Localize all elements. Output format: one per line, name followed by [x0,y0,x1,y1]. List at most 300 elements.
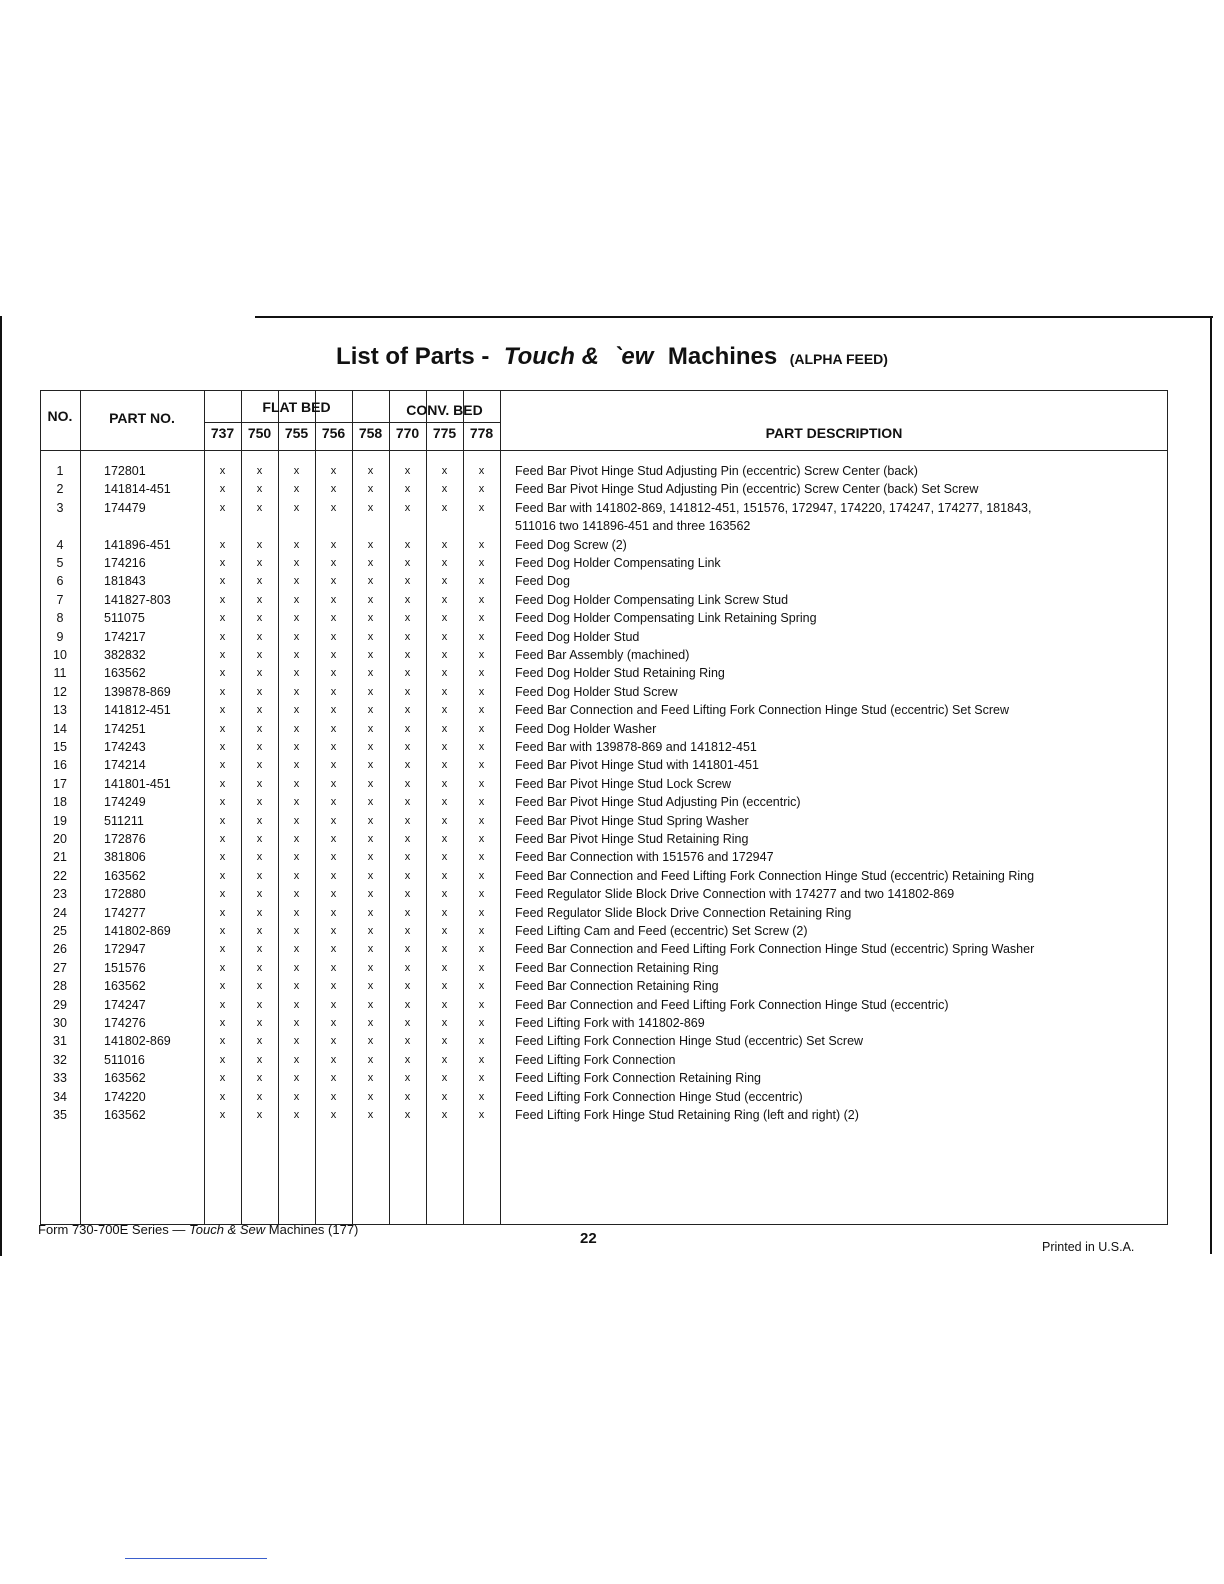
model-mark: x [404,1035,411,1048]
model-mark: x [219,483,226,496]
model-mark: x [478,1109,485,1121]
model-mark: x [478,888,485,901]
header-model: 758 [358,425,383,441]
model-mark: x [219,759,226,772]
model-mark: x [330,998,337,1011]
model-mark: x [256,685,263,698]
model-mark: x [293,961,300,974]
model-mark: x [441,667,448,680]
table-row [40,646,1168,664]
row-number: 13 [53,703,67,718]
model-mark: x [256,980,263,993]
part-description: Feed Bar Connection Retaining Ring [515,960,719,975]
table-row [40,1032,1168,1050]
model-mark: x [478,722,485,735]
model-mark: x [441,777,448,790]
part-description: Feed Bar Pivot Hinge Stud Lock Screw [515,776,732,791]
model-mark: x [219,906,226,919]
model-mark: x [256,869,263,882]
model-mark: x [441,483,448,496]
model-mark: x [441,906,448,919]
model-mark: x [478,575,485,588]
model-mark: x [219,722,226,735]
model-mark: x [367,906,374,919]
header-model: 755 [284,425,309,441]
model-mark: x [219,869,226,882]
part-number: 141801-451 [104,776,171,791]
model-mark: x [441,630,448,643]
part-description: Feed Lifting Fork Hinge Stud Retaining Ring (left and right) (2) [515,1108,859,1122]
model-mark: x [478,833,485,845]
model-mark: x [367,630,374,643]
model-mark: x [256,465,263,477]
model-mark: x [441,759,448,772]
part-number: 163562 [104,1071,146,1086]
part-number: 174220 [104,1089,146,1104]
part-description: Feed Lifting Fork Connection Retaining Ring [515,1071,761,1086]
part-description: Feed Bar with 139878-869 and 141812-451 [515,740,757,754]
model-mark: x [219,980,226,993]
model-mark: x [293,796,300,809]
row-number: 11 [53,666,67,681]
model-mark: x [256,759,263,772]
model-mark: x [441,557,448,569]
model-mark: x [478,685,485,698]
model-mark: x [330,796,337,809]
model-mark: x [367,557,374,569]
table-row [40,1014,1168,1032]
table-row [40,904,1168,922]
model-mark: x [441,943,448,956]
part-number: 174216 [104,556,146,570]
row-number: 22 [53,868,67,883]
row-number: 17 [53,776,67,791]
part-number: 174276 [104,1016,146,1030]
model-mark: x [256,777,263,790]
model-mark: x [478,1035,485,1048]
model-mark: x [478,796,485,809]
row-number: 32 [53,1052,67,1067]
model-mark: x [367,851,374,864]
table-row [40,940,1168,958]
model-mark: x [293,612,300,625]
part-number: 174214 [104,758,146,773]
model-mark: x [330,851,337,864]
model-mark: x [478,906,485,919]
footer-printed: Printed in U.S.A. [1042,1240,1135,1254]
header-no: NO. [47,408,73,424]
part-description: Feed Bar Connection and Feed Lifting Fork Connection Hinge Stud (eccentric) Retaining Ring [515,868,1035,883]
part-description: Feed Dog Holder Compensating Link Retaining Spring [515,611,817,626]
table-row [40,609,1168,627]
model-mark: x [293,575,300,588]
part-number: 511016 [104,1052,145,1067]
model-mark: x [256,833,263,845]
header-model: 770 [395,425,420,441]
model-mark: x [219,998,226,1011]
model-mark: x [367,612,374,625]
part-number: 141896-451 [104,537,171,552]
model-mark: x [441,465,448,477]
model-mark: x [219,796,226,809]
model-mark: x [404,943,411,956]
model-mark: x [293,593,300,606]
model-mark: x [404,722,411,735]
part-number: 511075 [104,611,145,626]
model-mark: x [478,1053,485,1066]
part-description: Feed Dog Holder Compensating Link [515,556,721,570]
part-number: 174217 [104,629,146,644]
model-mark: x [404,1072,411,1085]
row-number: 25 [53,924,67,938]
model-mark: x [367,483,374,496]
model-mark: x [330,1072,337,1085]
row-number: 4 [56,537,64,552]
row-number: 26 [53,942,67,957]
part-number: 141814-451 [104,482,171,497]
table-row [40,572,1168,590]
table-row [40,885,1168,903]
header-conv-bed: CONV. BED [406,402,483,418]
model-mark: x [293,704,300,717]
model-mark: x [219,833,226,845]
model-mark: x [293,833,300,845]
part-number: 141827-803 [104,592,171,607]
part-number: 163562 [104,1108,146,1122]
model-mark: x [367,685,374,698]
model-mark: x [478,649,485,661]
model-mark: x [256,1053,263,1066]
model-mark: x [219,943,226,956]
model-mark: x [367,869,374,882]
model-mark: x [404,833,411,845]
model-mark: x [404,667,411,680]
model-mark: x [219,685,226,698]
model-mark: x [256,575,263,588]
row-number: 30 [53,1016,67,1030]
model-mark: x [330,1017,337,1029]
model-mark: x [478,814,485,827]
model-mark: x [293,483,300,496]
part-description: Feed Bar Pivot Hinge Stud Adjusting Pin (eccentric) Screw Center (back) Set Screw [515,482,979,497]
model-mark: x [441,869,448,882]
model-mark: x [293,557,300,569]
model-mark: x [219,741,226,753]
model-mark: x [256,888,263,901]
model-mark: x [293,980,300,993]
model-mark: x [293,759,300,772]
row-number: 21 [53,850,67,865]
part-description: Feed Regulator Slide Block Drive Connection with 174277 and two 141802-869 [515,887,955,902]
model-mark: x [293,685,300,698]
part-number: 151576 [104,960,146,975]
part-number: 141812-451 [104,703,171,718]
model-mark: x [367,538,374,551]
model-mark: x [330,777,337,790]
table-row [40,977,1168,995]
model-mark: x [256,1090,263,1103]
row-number: 19 [53,813,67,828]
model-mark: x [478,980,485,993]
model-mark: x [219,851,226,864]
model-mark: x [478,777,485,790]
model-mark: x [404,869,411,882]
part-number: 382832 [104,648,146,662]
model-mark: x [219,1090,226,1103]
model-mark: x [478,851,485,864]
model-mark: x [441,796,448,809]
model-mark: x [404,1053,411,1066]
model-mark: x [293,722,300,735]
model-mark: x [441,925,448,937]
model-mark: x [256,1109,263,1121]
row-number: 8 [56,611,64,626]
model-mark: x [367,1090,374,1103]
table-row [40,499,1168,533]
model-mark: x [404,888,411,901]
header-bottom-rule [40,450,1168,451]
model-mark: x [219,593,226,606]
part-number: 174249 [104,795,146,810]
part-number: 163562 [104,868,146,883]
table-row [40,738,1168,756]
model-mark: x [219,777,226,790]
model-mark: x [404,575,411,588]
model-mark: x [330,961,337,974]
model-mark: x [367,667,374,680]
model-mark: x [367,1035,374,1048]
model-mark: x [367,1053,374,1066]
model-mark: x [367,704,374,717]
model-mark: x [478,1017,485,1029]
model-mark: x [219,925,226,937]
part-description: Feed Bar Connection with 151576 and 172947 [515,850,774,865]
model-mark: x [330,1090,337,1103]
model-mark: x [330,649,337,661]
model-mark: x [441,814,448,827]
model-mark: x [330,741,337,753]
part-description: Feed Dog Screw (2) [515,537,627,552]
model-mark: x [478,557,485,569]
row-number: 16 [53,758,67,773]
model-mark: x [478,667,485,680]
model-mark: x [404,649,411,661]
model-mark: x [441,1053,448,1066]
header-model: 778 [469,425,494,441]
model-mark: x [367,465,374,477]
model-mark: x [330,925,337,937]
part-number: 174243 [104,740,146,754]
table-row [40,756,1168,774]
model-mark: x [404,741,411,753]
model-mark: x [330,833,337,845]
model-mark: x [256,612,263,625]
row-number: 29 [53,997,67,1012]
model-mark: x [256,741,263,753]
part-number: 172801 [104,464,146,478]
model-mark: x [219,501,226,514]
table-row [40,1106,1168,1124]
model-mark: x [256,722,263,735]
model-mark: x [478,943,485,956]
part-description: Feed Dog Holder Stud Screw [515,684,678,699]
row-number: 23 [53,887,67,902]
model-mark: x [330,1035,337,1048]
model-mark: x [256,649,263,661]
row-number: 7 [56,592,64,607]
model-mark: x [293,465,300,477]
model-mark: x [219,667,226,680]
model-mark: x [478,704,485,717]
model-mark: x [293,1053,300,1066]
table-row [40,701,1168,719]
model-mark: x [330,704,337,717]
model-mark: x [478,1090,485,1103]
model-mark: x [404,796,411,809]
model-mark: x [293,1109,300,1121]
model-mark: x [367,943,374,956]
model-mark: x [367,796,374,809]
model-mark: x [330,575,337,588]
part-description: Feed Bar Connection and Feed Lifting Fork Connection Hinge Stud (eccentric) [515,997,949,1012]
model-mark: x [404,612,411,625]
table-row [40,867,1168,885]
row-number: 20 [53,832,67,846]
model-mark: x [256,557,263,569]
table-row [40,996,1168,1014]
model-mark: x [256,943,263,956]
model-mark: x [256,1017,263,1029]
header-model: 756 [321,425,346,441]
model-mark: x [293,998,300,1011]
model-mark: x [367,1072,374,1085]
model-mark: x [441,961,448,974]
model-mark: x [293,943,300,956]
table-row [40,683,1168,701]
model-mark: x [441,1109,448,1121]
model-mark: x [219,1053,226,1066]
model-mark: x [367,575,374,588]
model-mark: x [404,630,411,643]
part-description: Feed Bar Pivot Hinge Stud Spring Washer [515,813,749,828]
table-row [40,664,1168,682]
row-number: 35 [53,1108,67,1122]
model-mark: x [293,1072,300,1085]
row-number: 6 [56,574,64,589]
model-mark: x [441,1035,448,1048]
table-row [40,922,1168,940]
part-description: Feed Bar Pivot Hinge Stud Adjusting Pin (eccentric) Screw Center (back) [515,464,918,478]
model-mark: x [293,741,300,753]
model-mark: x [441,538,448,551]
model-mark: x [330,906,337,919]
model-mark: x [478,961,485,974]
model-mark: x [367,777,374,790]
model-mark: x [478,1072,485,1085]
part-number: 139878-869 [104,684,171,699]
model-mark: x [441,980,448,993]
model-mark: x [256,961,263,974]
table-row [40,462,1168,480]
model-mark: x [330,593,337,606]
model-mark: x [404,465,411,477]
model-mark: x [441,575,448,588]
part-description: Feed Bar Pivot Hinge Stud Adjusting Pin (eccentric) [515,795,801,810]
model-mark: x [330,869,337,882]
table-row [40,793,1168,811]
model-mark: x [404,538,411,551]
header-model: 737 [210,425,235,441]
model-mark: x [441,1072,448,1085]
model-mark: x [478,759,485,772]
model-mark: x [367,998,374,1011]
part-number: 172876 [104,832,146,846]
model-mark: x [441,722,448,735]
model-mark: x [441,741,448,753]
header-group-rule [204,422,500,423]
model-mark: x [330,685,337,698]
model-mark: x [441,593,448,606]
row-number: 33 [53,1071,67,1086]
row-number: 31 [53,1034,67,1049]
model-mark: x [478,869,485,882]
table-row [40,591,1168,609]
row-number: 24 [53,905,67,920]
model-mark: x [256,925,263,937]
model-mark: x [293,1090,300,1103]
part-description: Feed Lifting Fork Connection [515,1052,676,1067]
model-mark: x [256,483,263,496]
model-mark: x [367,1017,374,1029]
page-number: 22 [580,1230,597,1247]
model-mark: x [256,998,263,1011]
model-mark: x [441,685,448,698]
model-mark: x [367,722,374,735]
model-mark: x [404,980,411,993]
model-mark: x [293,1035,300,1048]
part-description: Feed Bar Connection Retaining Ring [515,979,719,994]
model-mark: x [367,961,374,974]
table-row [40,1051,1168,1069]
model-mark: x [404,1017,411,1029]
table-row [40,959,1168,977]
header-model: 750 [247,425,272,441]
model-mark: x [367,888,374,901]
header-flat-bed: FLAT BED [262,399,331,415]
model-mark: x [367,833,374,845]
model-mark: x [330,814,337,827]
model-mark: x [293,851,300,864]
model-mark: x [441,1090,448,1103]
model-mark: x [367,649,374,661]
model-mark: x [293,888,300,901]
footer-form-end: Machines (177) [268,1222,359,1237]
model-mark: x [256,796,263,809]
model-mark: x [293,777,300,790]
model-mark: x [330,630,337,643]
row-number: 3 [56,500,64,515]
title-subtitle: (ALPHA FEED) [789,351,888,367]
model-mark: x [404,759,411,772]
part-description: Feed Dog Holder Compensating Link Screw Stud [515,592,789,607]
model-mark: x [478,630,485,643]
model-mark: x [367,501,374,514]
model-mark: x [293,667,300,680]
part-description: Feed Dog Holder Washer [515,721,657,736]
model-mark: x [478,538,485,551]
part-number: 172880 [104,887,146,902]
model-mark: x [404,704,411,717]
